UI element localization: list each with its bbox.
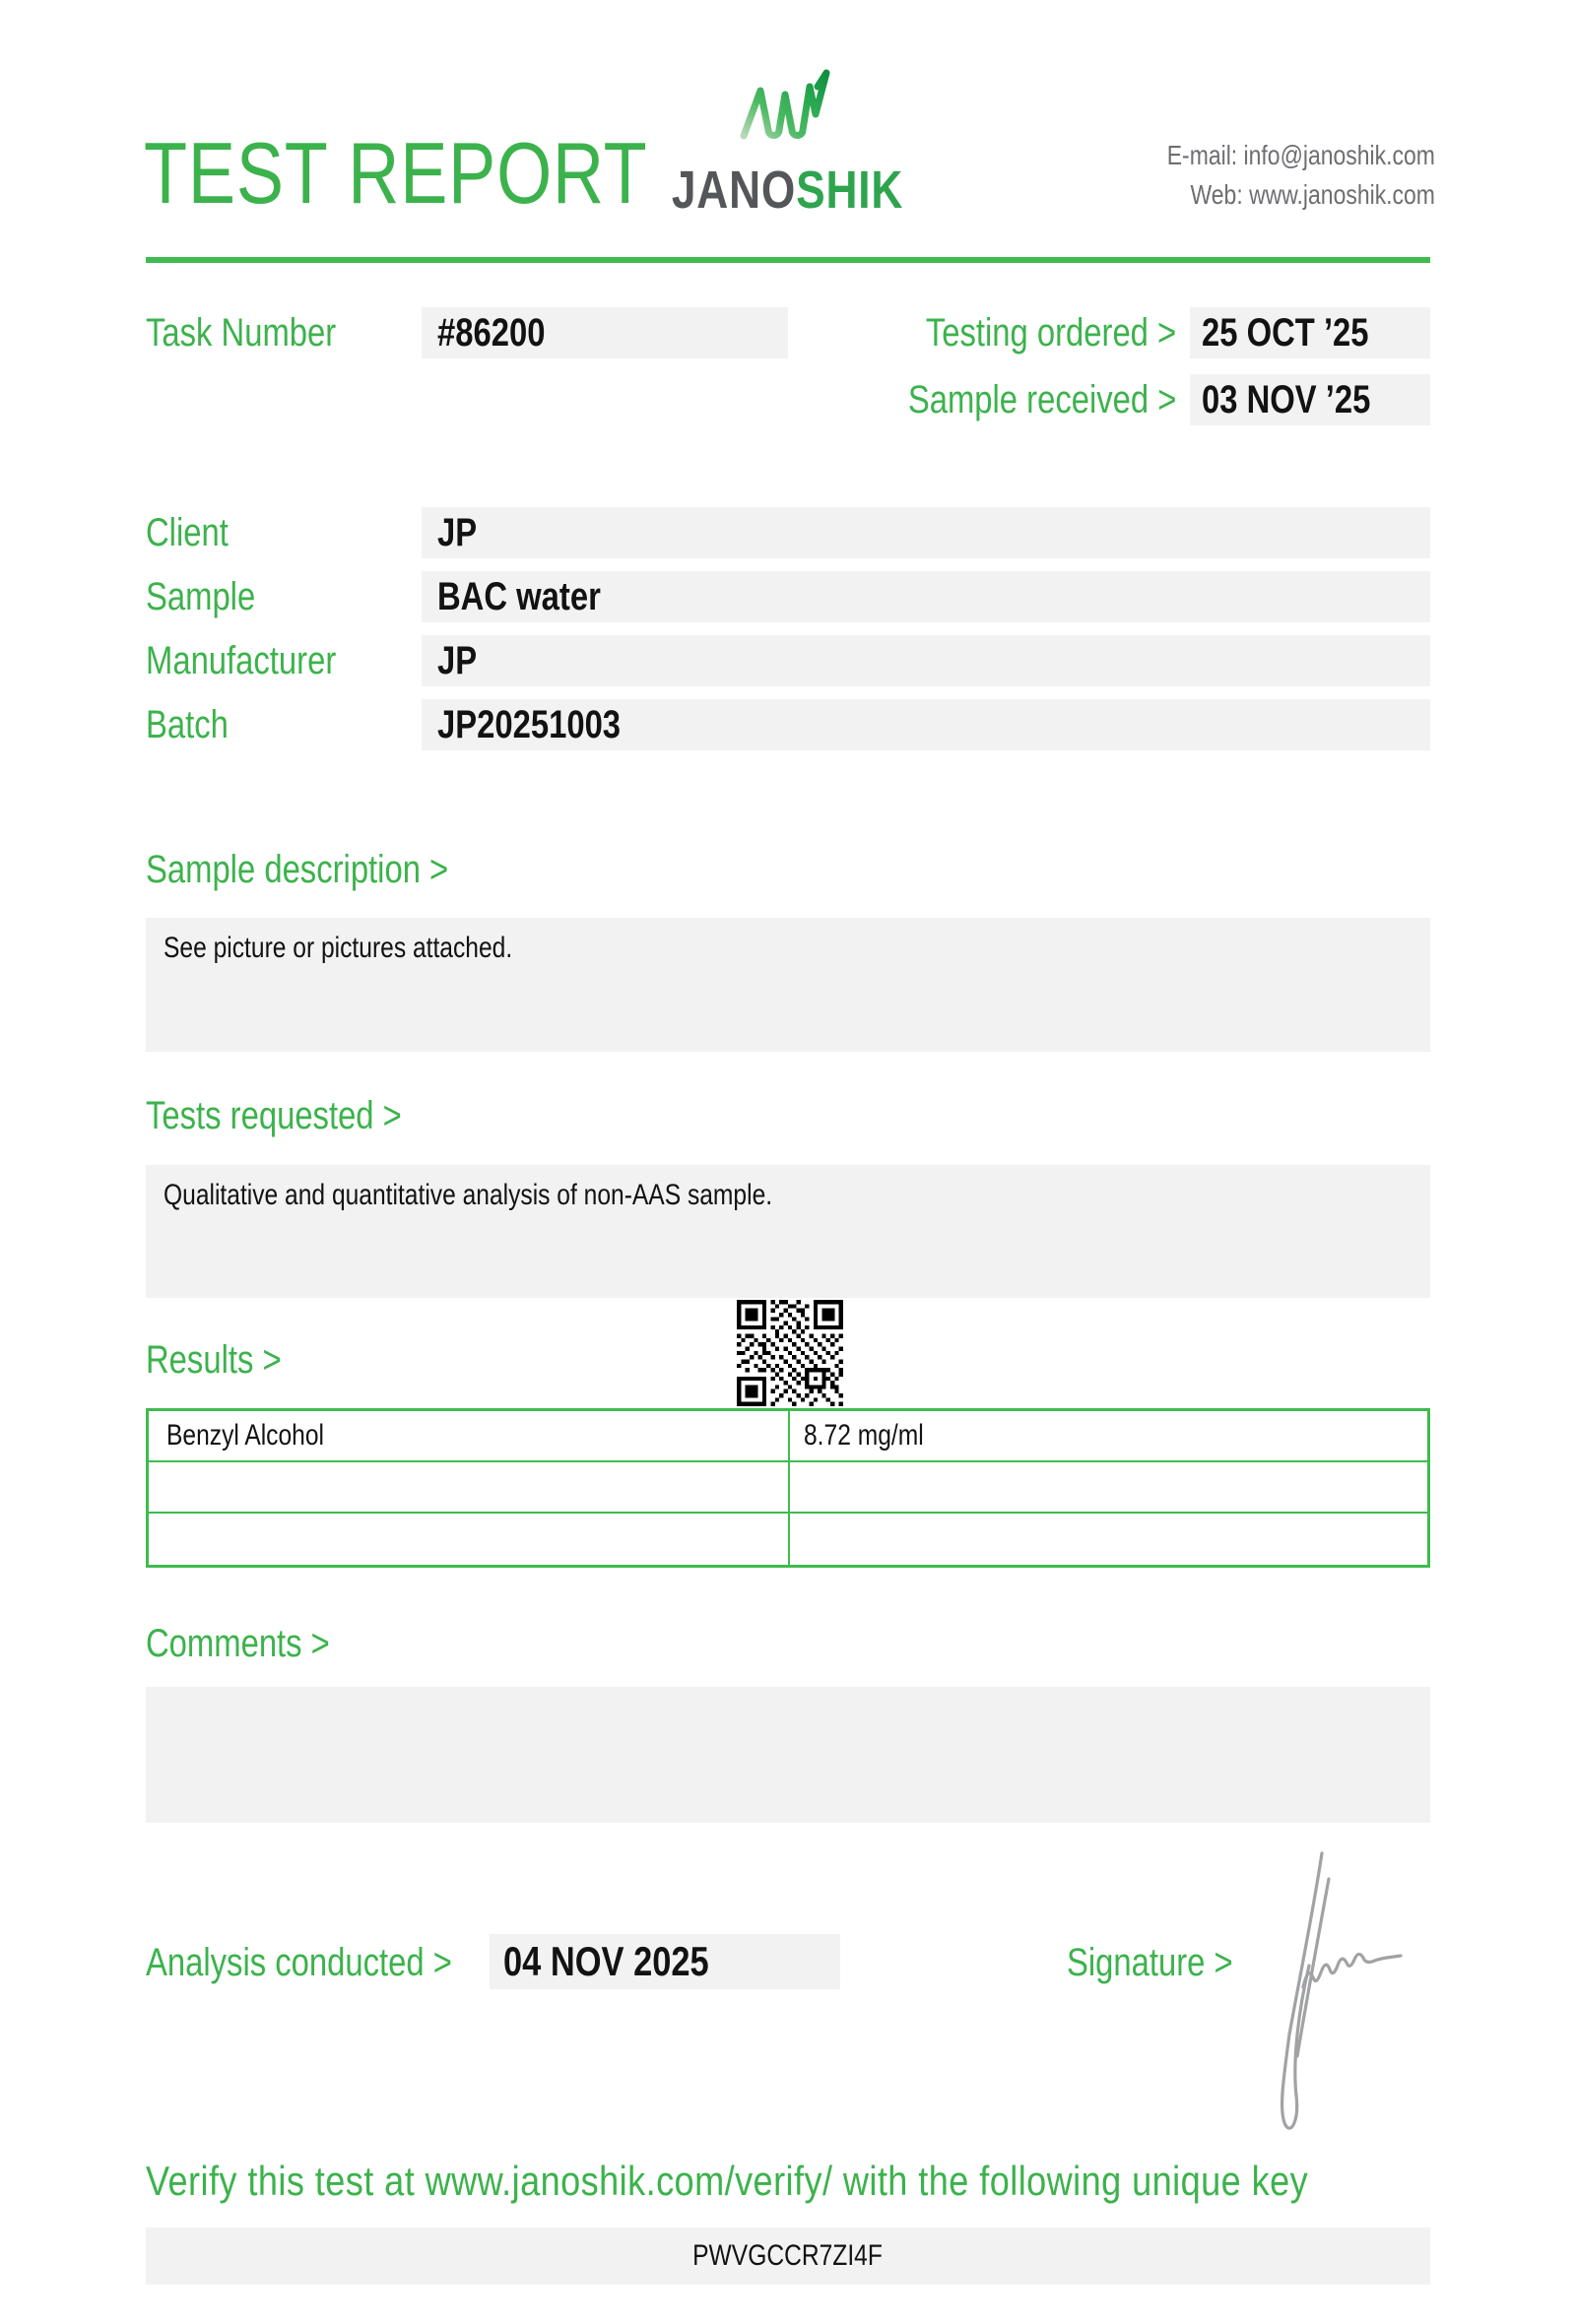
brand-wordmark [640, 161, 936, 220]
result-analyte-cell: Benzyl Alcohol [149, 1411, 790, 1462]
testing-ordered-label: Testing ordered > [925, 311, 1176, 355]
contact-web: Web: www.janoshik.com [1190, 179, 1435, 210]
brand-jano: JANO [672, 161, 797, 220]
results-heading: Results > [146, 1338, 282, 1382]
result-value-cell [790, 1514, 1427, 1565]
tests-requested-heading: Tests requested > [146, 1094, 402, 1137]
verification-qr-code [737, 1300, 843, 1406]
manufacturer-label: Manufacturer [146, 639, 337, 682]
verify-instruction: Verify this test at www.janoshik.com/verify/ with the following unique key [146, 2158, 1309, 2204]
logo-chart-icon [737, 67, 835, 161]
batch-value: JP20251003 [422, 699, 1430, 750]
sample-description-heading: Sample description > [146, 848, 449, 891]
signature-label: Signature > [1067, 1941, 1233, 1984]
contact-email: E-mail: info@janoshik.com [1166, 140, 1435, 170]
sample-received-value: 03 NOV ’25 [1190, 374, 1430, 425]
sample-label: Sample [146, 575, 256, 618]
tests-requested-box: Qualitative and quantitative analysis of non-AAS sample. [146, 1165, 1430, 1298]
manufacturer-value: JP [422, 635, 1430, 686]
task-number-value: #86200 [422, 307, 788, 358]
client-value: JP [422, 507, 1430, 558]
header-divider [146, 257, 1430, 263]
contact-info [1108, 136, 1435, 215]
comments-box [146, 1687, 1430, 1823]
result-value-cell: 8.72 mg/ml [790, 1411, 1427, 1462]
results-table [146, 1408, 1430, 1568]
result-value-cell [790, 1462, 1427, 1514]
sample-received-label: Sample received > [907, 378, 1176, 421]
sample-description-box: See picture or pictures attached. [146, 918, 1430, 1052]
result-analyte-cell [149, 1514, 790, 1565]
client-label: Client [146, 511, 229, 554]
task-number-label: Task Number [146, 311, 337, 355]
analysis-conducted-value: 04 NOV 2025 [490, 1934, 840, 1989]
result-analyte-cell [149, 1462, 790, 1514]
page-title: TEST REPORT [144, 124, 648, 222]
testing-ordered-value: 25 OCT ’25 [1190, 307, 1430, 358]
comments-heading: Comments > [146, 1622, 330, 1665]
batch-label: Batch [146, 703, 229, 746]
brand-shik: SHIK [796, 161, 904, 220]
unique-key-box: PWVGCCR7ZI4F [146, 2227, 1430, 2285]
signature-image [1259, 1838, 1440, 2145]
sample-value: BAC water [422, 571, 1430, 622]
analysis-conducted-label: Analysis conducted > [146, 1941, 452, 1984]
